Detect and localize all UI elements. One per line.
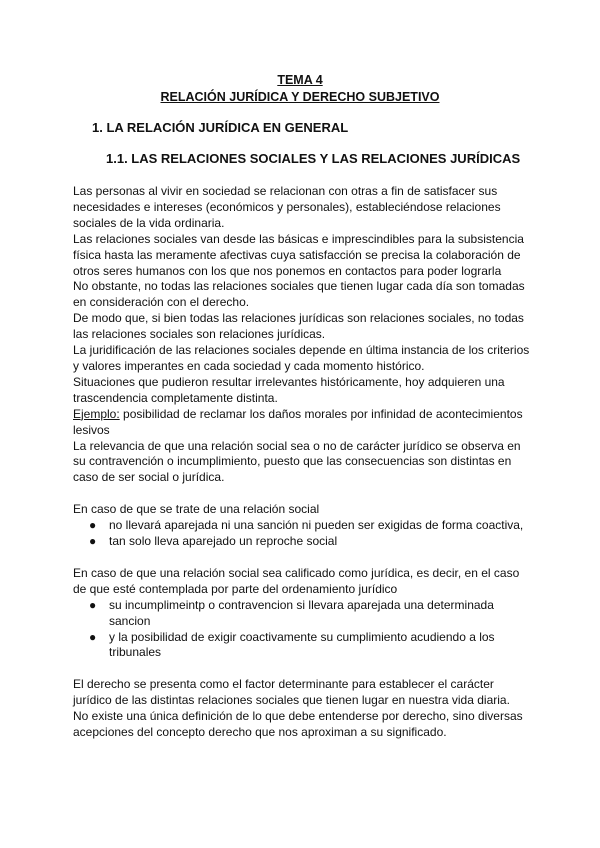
paragraph: La juridificación de las relaciones sociales depende en última instancia de los criterios y valores imperantes en cada sociedad y cada momento histórico. bbox=[73, 343, 530, 373]
example-text: posibilidad de reclamar los daños morales por infinidad de acontecimientos lesivos bbox=[73, 406, 523, 437]
list-item: ● tan solo lleva aparejado un reproche social bbox=[89, 534, 338, 549]
bullet-icon: ● bbox=[89, 518, 97, 533]
example-label: Ejemplo: bbox=[73, 406, 120, 421]
bullet-list bbox=[73, 518, 533, 550]
list-item: ● y la posibilidad de exigir coactivamente su cumplimiento acudiendo a los tribunales bbox=[89, 629, 495, 660]
example-paragraph bbox=[73, 407, 533, 439]
paragraph: Las personas al vivir en sociedad se relacionan con otras a fin de satisfacer sus necesidades e intereses (económicos y personales), estableciéndose relaciones sociales de la vida ordinaria. bbox=[73, 184, 501, 230]
document-body bbox=[73, 184, 533, 741]
paragraph: En caso de que una relación social sea calificado como jurídica, es decir, en el caso de que esté contemplada por parte del ordenamiento jurídico bbox=[73, 565, 520, 596]
paragraph: El derecho se presenta como el factor determinante para establecer el carácter jurídico de las distintas relaciones sociales que tienen lugar en nuestra vida diaria. bbox=[73, 677, 510, 708]
paragraph: La relevancia de que una relación social sea o no de carácter jurídico se observa en su contravención o incumplimiento, puesto que las consecuencias son distintas en caso de ser social o jurídica. bbox=[73, 438, 521, 485]
section-heading: 1. LA RELACIÓN JURÍDICA EN GENERAL bbox=[92, 120, 349, 135]
list-item: ● su incumplimeintp o contravencion si llevara aparejada una determinada sancion bbox=[89, 597, 494, 628]
subsection-heading: 1.1. LAS RELACIONES SOCIALES Y LAS RELACIONES JURÍDICAS bbox=[106, 151, 521, 166]
topic-title: RELACIÓN JURÍDICA Y DERECHO SUBJETIVO bbox=[160, 90, 440, 104]
paragraph: Situaciones que pudieron resultar irrelevantes históricamente, hoy adquieren una trascendencia completamente distinta. bbox=[73, 374, 505, 405]
bullet-icon: ● bbox=[89, 629, 97, 644]
list-item: ● no llevará aparejada ni una sanción ni pueden ser exigidas de forma coactiva, bbox=[89, 518, 524, 533]
topic-number: TEMA 4 bbox=[277, 73, 323, 87]
bullet-icon: ● bbox=[89, 597, 97, 612]
paragraph: De modo que, si bien todas las relaciones jurídicas son relaciones sociales, no todas las relaciones sociales son relaciones jurídicas. bbox=[73, 311, 524, 342]
paragraph: Las relaciones sociales van desde las básicas e imprescindibles para la subsistencia física hasta las meramente afectivas cuya satisfacción se precisa la colaboración de otros seres humanos con los que nos ponemos en contactos para poder lograrla bbox=[73, 231, 524, 278]
paragraph: No existe una única definición de lo que debe entenderse por derecho, sino diversas acepciones del concepto derecho que nos aproximan a su significado. bbox=[73, 709, 523, 740]
paragraph: No obstante, no todas las relaciones sociales que tienen lugar cada día son tomadas en consideración con el derecho. bbox=[73, 279, 525, 310]
bullet-icon: ● bbox=[89, 534, 97, 549]
bullet-list bbox=[73, 598, 533, 662]
paragraph: En caso de que se trate de una relación social bbox=[73, 502, 320, 517]
